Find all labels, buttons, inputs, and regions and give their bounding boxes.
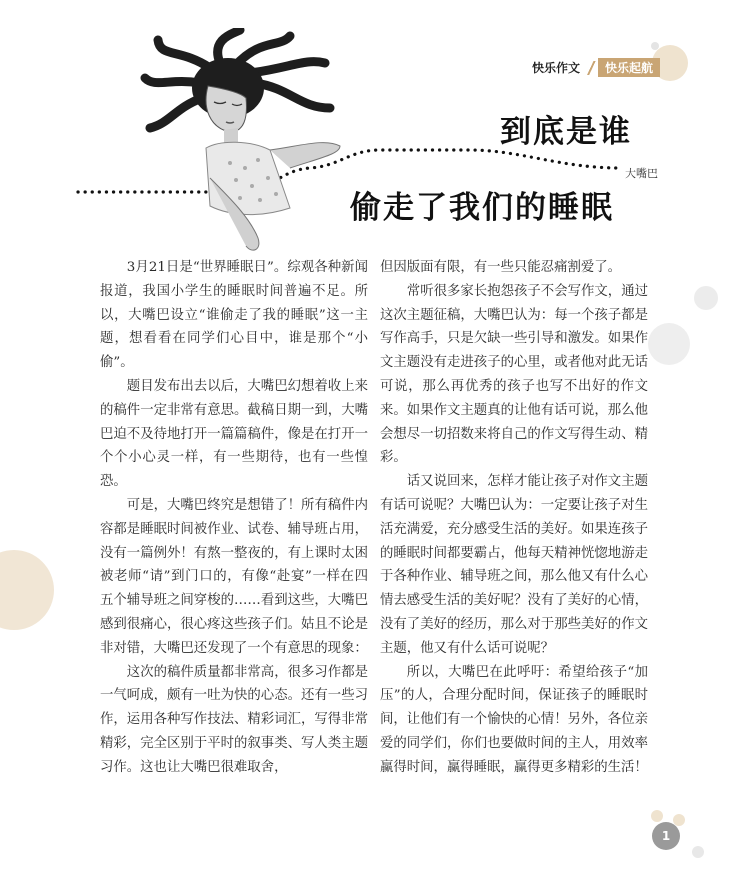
article-title-line2: 偷走了我们的睡眠 <box>350 190 614 226</box>
paragraph: 这次的稿件质量都非常高，很多习作都是一气呵成，颇有一吐为快的心态。还有一些习作，运用各种写作技法、精彩词汇，写得非常精彩，完全区别于平时的叙事类、写人类主题习作。这也让大嘴巴很难取舍， <box>100 664 368 775</box>
paragraph: 可是，大嘴巴终究是想错了！所有稿件内容都是睡眠时间被作业、试卷、辅导班占用，没有一篇例外！有熬一整夜的，有上课时太困被老师“请”到门口的，有像“赴宴”一样在四五个辅导班之间穿梭的……看到这些，大嘴巴感到很痛心，很心疼这些孩子们。姑且不论是非对错，大嘴巴还发现了一个有意思的现象： <box>100 497 368 656</box>
decor-circle <box>694 286 718 310</box>
decor-circle <box>0 550 54 630</box>
decor-circle <box>692 846 704 858</box>
article-title-line1: 到底是谁 <box>500 114 632 150</box>
left-column <box>100 256 368 780</box>
author-byline: 大嘴巴 <box>625 167 658 180</box>
paragraph: 题目发布出去以后，大嘴巴幻想着收上来的稿件一定非常有意思。截稿日期一到，大嘴巴迫不及待地打开一篇篇稿件，像是在打开一个个小心灵一样，有一些期待，也有一些惶恐。 <box>100 378 368 490</box>
paragraph: 所以，大嘴巴在此呼吁：希望给孩子“加压”的人，合理分配时间，保证孩子的睡眠时间，让他们有一个愉快的心情！另外，各位亲爱的同学们，你们也要做时间的主人，用效率赢得时间，赢得睡眠，赢得更多精彩的生活！ <box>380 664 648 775</box>
decor-circle <box>651 810 663 822</box>
page-number: 1 <box>652 822 680 850</box>
paragraph: 话又说回来，怎样才能让孩子对作文主题有话可说呢？大嘴巴认为：一定要让孩子对生活充满爱，充分感受生活的美好。如果连孩子的睡眠时间都要霸占，他每天精神恍惚地游走于各种作业、辅导班之间，那么他又有什么心情去感受生活的美好呢？没有了美好的心情，没有了美好的经历，那么对于那些美好的作文主题，他又有什么话可说呢？ <box>380 474 648 656</box>
decor-circle <box>648 323 690 365</box>
paragraph: 常听很多家长抱怨孩子不会写作文，通过这次主题征稿，大嘴巴认为：每一个孩子都是写作高手，只是欠缺一些引导和激发。如果作文主题没有走进孩子的心里，或者他对此无话可说，那么再优秀的孩子也写不出好的作文来。如果作文主题真的让他有话可说，那么他会想尽一切招数来将自己的作文写得生动、精彩。 <box>380 283 648 466</box>
section-label: 快乐作文 <box>532 61 581 75</box>
right-column <box>380 256 648 780</box>
sleeping-girl-illustration <box>140 28 370 258</box>
paragraph: 3月21日是“世界睡眠日”。综观各种新闻报道，我国小学生的睡眠时间普遍不足。所以，大嘴巴设立“谁偷走了我的睡眠”这一主题，想看看在同学们心目中，谁是那个“小偷”。 <box>100 260 368 371</box>
subsection-label: 快乐起航 <box>598 58 660 77</box>
paragraph: 但因版面有限，有一些只能忍痛割爱了。 <box>380 260 622 275</box>
